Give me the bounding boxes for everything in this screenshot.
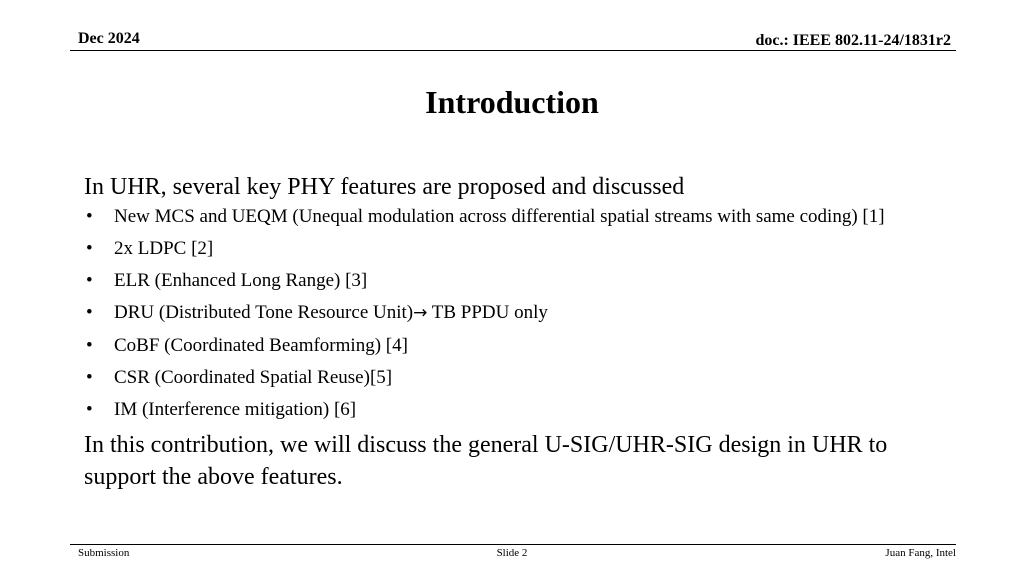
footer-author: Juan Fang, Intel — [885, 547, 956, 559]
bullet-icon: • — [86, 399, 93, 420]
bullet-icon: • — [86, 367, 93, 388]
list-item-text: IM (Interference mitigation) [6] — [114, 399, 357, 420]
feature-list — [84, 204, 924, 422]
list-item-text: New MCS and UEQM (Unequal modulation across differential spatial streams with same coding) [1] — [114, 206, 885, 227]
slide-body — [84, 172, 924, 493]
bullet-icon: • — [86, 206, 93, 227]
arrow-right-icon: → — [413, 303, 428, 323]
list-item-text: CoBF (Coordinated Beamforming) [4] — [114, 335, 408, 356]
footer-divider — [70, 544, 956, 545]
lead-paragraph: In UHR, several key PHY features are proposed and discussed — [84, 174, 685, 200]
list-item-text: 2x LDPC [2] — [114, 238, 214, 259]
bullet-icon: • — [86, 302, 93, 323]
list-item — [84, 365, 924, 390]
list-item — [84, 300, 924, 326]
footer-slide-number: Slide 2 — [496, 547, 528, 559]
list-item — [84, 236, 924, 261]
list-item-text: ELR (Enhanced Long Range) [3] — [114, 270, 368, 291]
footer-submission: Submission — [78, 547, 130, 559]
slide-title: Introduction — [425, 84, 599, 120]
list-item — [84, 204, 924, 229]
header-doc-id: doc.: IEEE 802.11-24/1831r2 — [755, 32, 951, 49]
list-item-text: DRU (Distributed Tone Resource Unit) — [114, 302, 414, 323]
closing-paragraph: In this contribution, we will discuss the general U-SIG/UHR-SIG design in UHR to support the above features. — [84, 432, 888, 490]
list-item — [84, 333, 924, 358]
header-divider — [70, 50, 956, 51]
bullet-icon: • — [86, 238, 93, 259]
list-item-text: CSR (Coordinated Spatial Reuse)[5] — [114, 367, 393, 388]
list-item-suffix: TB PPDU only — [427, 302, 548, 323]
list-item — [84, 268, 924, 293]
bullet-icon: • — [86, 270, 93, 291]
list-item — [84, 397, 924, 422]
bullet-icon: • — [86, 335, 93, 356]
header-date: Dec 2024 — [78, 30, 140, 47]
